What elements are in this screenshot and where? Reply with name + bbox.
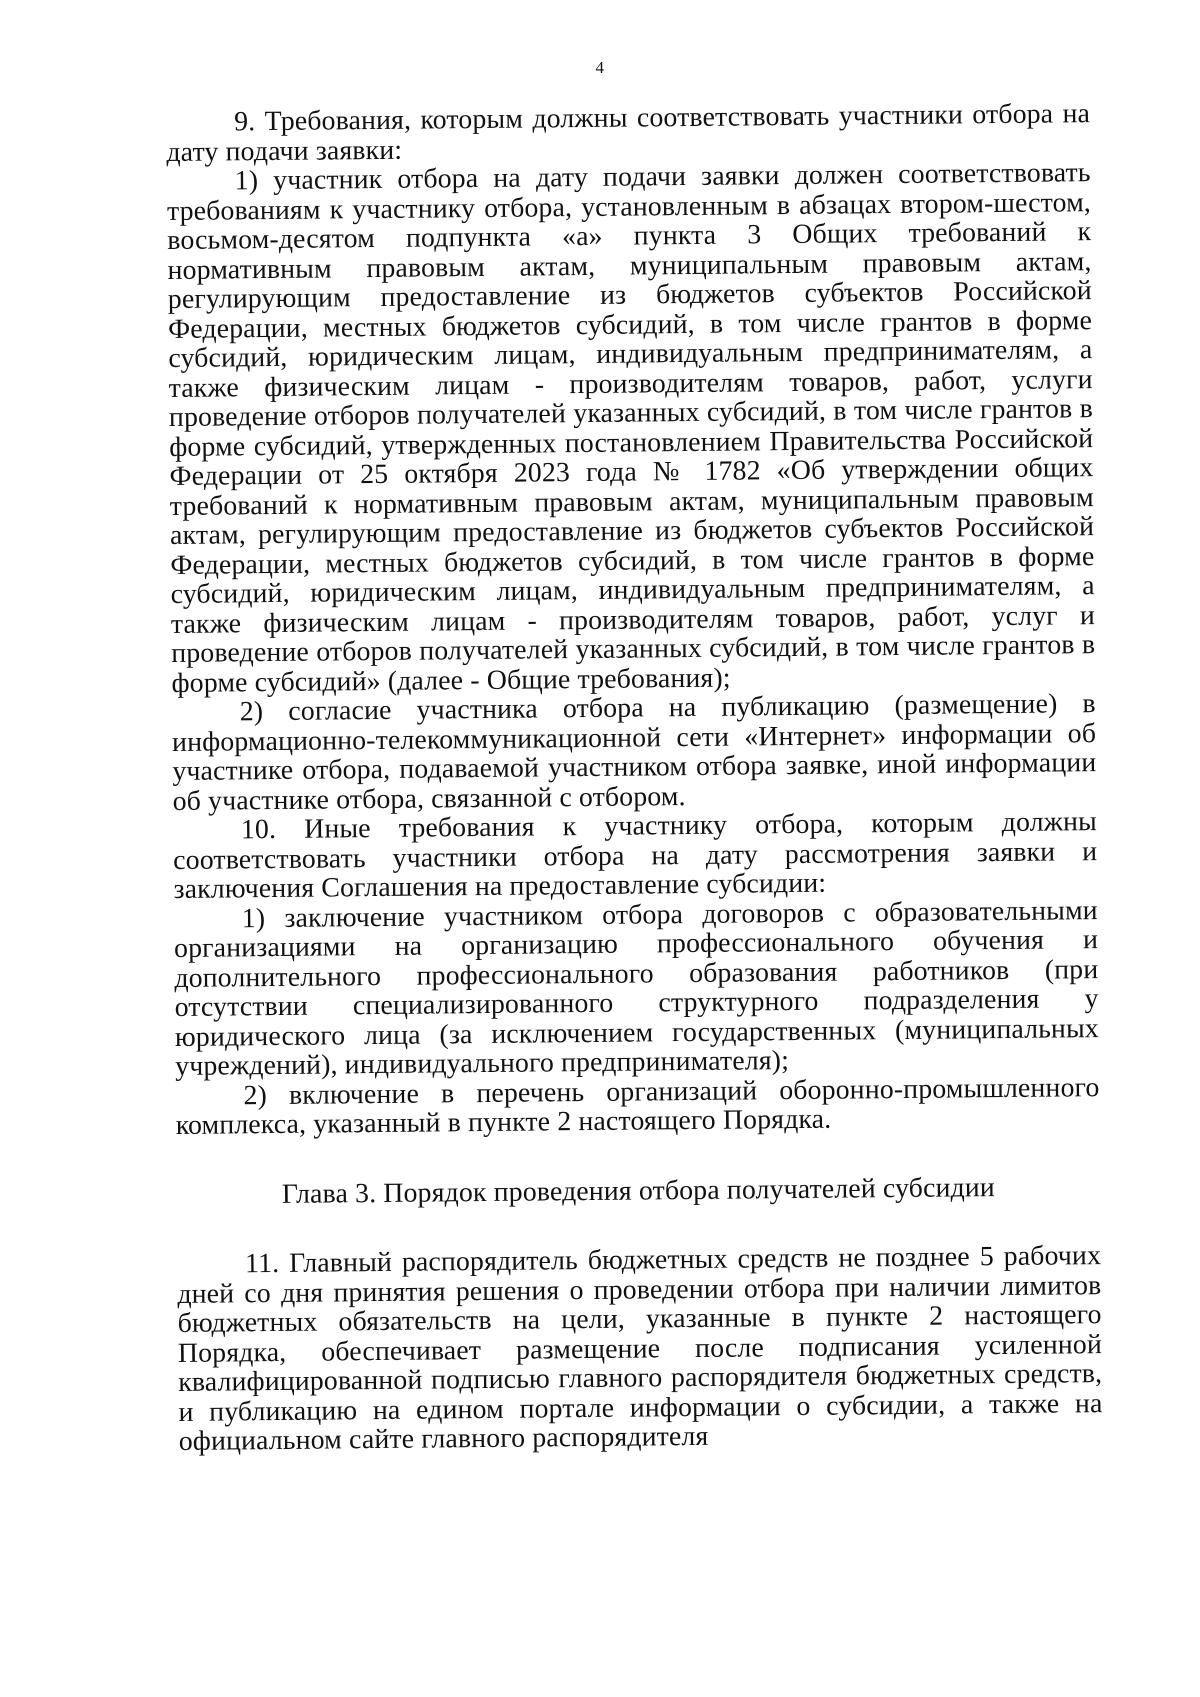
paragraph-10-item-1: 1) заключение участником отбора договоров с образовательными организациями на организацию профессионального обучения и дополнительного профессионального образования работников (при отсутствии специализированного структурного подразделения у юридического лица (за исключением государственных (муниципальных учреждений), индивидуального предпринимателя); [173, 894, 1100, 1082]
paragraph-9: 9. Требования, которым должны соответствовать участники отбора на дату подачи заявки: [166, 98, 1091, 168]
page-number: 4 [595, 58, 605, 77]
paragraph-9-item-1: 1) участник отбора на дату подачи заявки должен соответствовать требованиям к участнику отбора, установленным в абзацах втором-шестом, восьмом-десятом подпункта «а» пункта 3 Общих требований к нормативным правовым актам, муниципальным правовым актам, регулирующим предоставление из бюджетов субъектов Российской Федерации, местных бюджетов субсидий, в том числе грантов в форме субсидий, юридическим лицам, индивидуальным предпринимателям, а также физическим лицам - производителям товаров, работ, услуги проведение отборов получателей указанных субсидий, в том числе грантов в форме субсидий, утвержденных постановлением Правительства Российской Федерации от 25 октября 2023 года № 1782 «Об утверждении общих требований к нормативным правовым актам, муниципальным правовым актам, регулирующим предоставление из бюджетов субъектов Российской Федерации, местных бюджетов субсидий, в том числе грантов в форме субсидий, юридическим лицам, индивидуальным предпринимателям, а также физическим лицам - производителям товаров, работ, услуг и проведение отборов получателей указанных субсидий, в том числе грантов в форме субсидий» (далее - Общие требования); [166, 157, 1096, 699]
paragraph-10: 10. Иные требования к участнику отбора, которым должны соответствовать участники отбора на дату рассмотрения заявки и заключения Соглашения на предоставление субсидии: [173, 806, 1098, 905]
document-body [166, 99, 1103, 1456]
paragraph-11: 11. Главный распорядитель бюджетных средств не позднее 5 рабочих дней со дня принятия решения о проведении отбора при наличии лимитов бюджетных обязательств на цели, указанные в пункте 2 настоящего Порядка, обеспечивает размещение после подписания усиленной квалифицированной подписью главного распорядителя бюджетных средств, и публикацию на едином портале информации о субсидии, а также на официальном сайте главного распорядителя [177, 1240, 1103, 1457]
paragraph-10-item-2: 2) включение в перечень организаций оборонно-промышленного комплекса, указанный в пункте 2 настоящего Порядка. [175, 1071, 1100, 1141]
paragraph-9-item-2: 2) согласие участника отбора на публикацию (размещение) в информационно-телекоммуникационной сети «Интернет» информации об участнике отбора, подаваемой участником отбора заявке, иной информации об участнике отбора, связанной с отбором. [171, 688, 1097, 817]
chapter-heading: Глава 3. Порядок проведения отбора получателей субсидии [281, 1171, 996, 1210]
